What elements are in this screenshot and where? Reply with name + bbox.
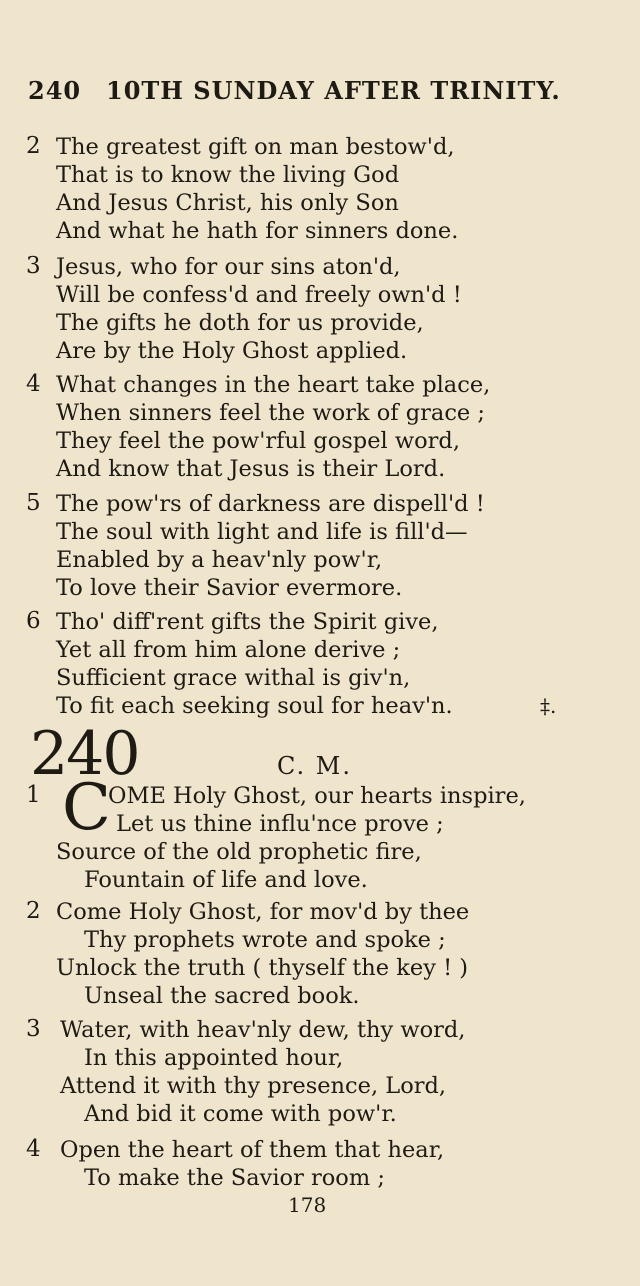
- verse-line: And bid it come with pow'r.: [84, 1101, 397, 1127]
- verse-line: And know that Jesus is their Lord.: [56, 456, 446, 482]
- page-signature: 178: [288, 1193, 327, 1217]
- verse-line: OME Holy Ghost, our hearts inspire,: [108, 783, 526, 809]
- verse-line: Are by the Holy Ghost applied.: [56, 338, 408, 364]
- verse-line: Jesus, who for our sins aton'd,: [56, 254, 401, 280]
- verse-line: To fit each seeking soul for heav'n.: [56, 693, 453, 719]
- end-mark: ‡.: [540, 694, 557, 718]
- verse-line: Let us thine influ'nce prove ;: [116, 811, 444, 837]
- verse-line: The soul with light and life is fill'd—: [56, 519, 468, 545]
- stanza-number: 1: [26, 782, 41, 808]
- verse-line: Yet all from him alone derive ;: [56, 637, 401, 663]
- verse-line: The pow'rs of darkness are dispell'd !: [56, 491, 485, 517]
- verse-line: The gifts he doth for us provide,: [56, 310, 424, 336]
- header-title: 10TH SUNDAY AFTER TRINITY.: [106, 76, 561, 105]
- verse-line: Thy prophets wrote and spoke ;: [84, 927, 446, 953]
- stanza-number: 2: [26, 898, 41, 924]
- verse-line: To love their Savior evermore.: [56, 575, 403, 601]
- verse-line: Come Holy Ghost, for mov'd by thee: [56, 899, 470, 925]
- verse-line: Open the heart of them that hear,: [60, 1137, 445, 1163]
- verse-line: Unlock the truth ( thyself the key ! ): [56, 955, 469, 981]
- verse-line: Will be confess'd and freely own'd !: [56, 282, 462, 308]
- hymn-meter: C. M.: [277, 752, 352, 780]
- stanza-number: 3: [26, 1016, 41, 1042]
- running-header: [28, 76, 628, 105]
- stanza-number: 4: [26, 1136, 41, 1162]
- verse-line: Source of the old prophetic fire,: [56, 839, 422, 865]
- verse-line: Water, with heav'nly dew, thy word,: [60, 1017, 466, 1043]
- verse-line: And Jesus Christ, his only Son: [56, 190, 399, 216]
- verse-line: In this appointed hour,: [84, 1045, 344, 1071]
- stanza-number: 3: [26, 253, 41, 279]
- drop-cap: C: [62, 771, 111, 845]
- verse-line: Fountain of life and love.: [84, 867, 368, 893]
- verse-line: Attend it with thy presence, Lord,: [60, 1073, 447, 1099]
- verse-line: When sinners feel the work of grace ;: [56, 400, 485, 426]
- header-page-number: 240: [28, 76, 82, 105]
- verse-line: To make the Savior room ;: [84, 1165, 385, 1191]
- stanza-number: 5: [26, 490, 41, 516]
- verse-line: Unseal the sacred book.: [84, 983, 360, 1009]
- verse-line: The greatest gift on man bestow'd,: [56, 134, 455, 160]
- verse-line: They feel the pow'rful gospel word,: [56, 428, 460, 454]
- verse-line: Sufficient grace withal is giv'n,: [56, 665, 411, 691]
- stanza-number: 6: [26, 608, 41, 634]
- verse-line: Tho' diff'rent gifts the Spirit give,: [56, 609, 439, 635]
- stanza-number: 2: [26, 133, 41, 159]
- verse-line: What changes in the heart take place,: [56, 372, 491, 398]
- stanza-number: 4: [26, 371, 41, 397]
- verse-line: Enabled by a heav'nly pow'r,: [56, 547, 383, 573]
- hymn-number: 240: [30, 719, 139, 789]
- verse-line: And what he hath for sinners done.: [56, 218, 459, 244]
- verse-line: That is to know the living God: [56, 162, 400, 188]
